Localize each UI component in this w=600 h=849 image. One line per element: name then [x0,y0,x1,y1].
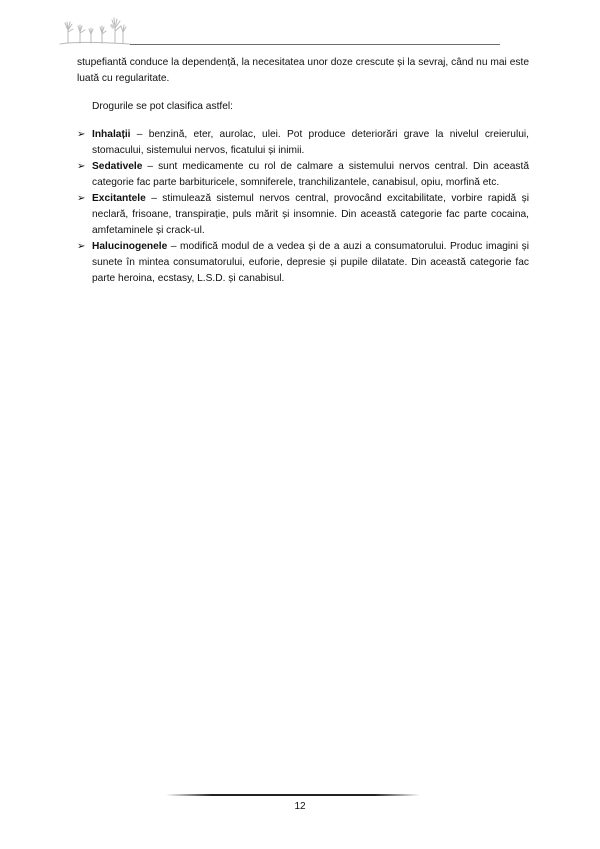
main-content [77,55,529,287]
paragraph-end: stupefiantă conduce la dependență, la necesitatea unor doze crescute și la sevraj, când nu mai este luată cu regularitate. [77,57,529,84]
arrow-bullet-icon: ➢ [77,193,86,204]
item-term: Halucinogenele [92,241,168,252]
item-term: Inhalații [92,129,131,140]
item-text: – stimulează sistemul nervos central, provocând excitabilitate, vorbire rapidă și neclară, frisoane, transpirație, puls mărit și insomnie. Din această categorie fac parte cocaina, amfetaminele și crack-ul. [92,193,529,236]
list-item [77,239,529,287]
item-text: – modifică modul de a vedea și de a auzi a consumatorului. Produc imagini și sunete în mintea consumatorului, euforie, depresie și pupile dilatate. Din această categorie fac parte heroina, ecstasy, L.S.D. și canabisul. [92,241,529,284]
item-text: – benzină, eter, aurolac, ulei. Pot produce deteriorări grave la nivelul creierului, stomacului, sistemului nervos, ficatului și inimii. [92,129,529,156]
arrow-bullet-icon: ➢ [77,161,86,172]
header-rule [130,44,500,45]
item-text: – sunt medicamente cu rol de calmare a sistemului nervos central. Din această categorie fac parte barbituricele, somniferele, tranchilizantele, canabisul, opiu, morfină etc. [92,161,529,188]
item-term: Excitantele [92,193,146,204]
arrow-bullet-icon: ➢ [77,129,86,140]
page-number: 12 [294,801,306,812]
list-item [77,191,529,239]
hands-logo-icon [58,12,132,48]
footer-rule [166,794,420,796]
intro-text: Drogurile se pot clasifica astfel: [92,101,233,112]
drug-classification-list [77,127,529,287]
item-term: Sedativele [92,161,143,172]
list-item [77,159,529,191]
arrow-bullet-icon: ➢ [77,241,86,252]
list-item [77,127,529,159]
